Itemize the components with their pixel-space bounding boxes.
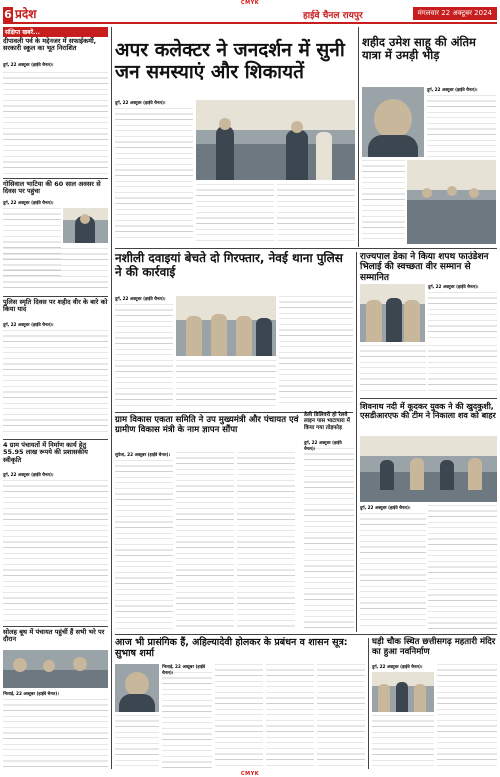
- panchayat-body-col-3: [237, 452, 295, 630]
- ahilya-kicker: भिलाई, 22 अक्टूबर (हाईवे चैनल)।: [162, 664, 206, 675]
- ahilya-body-col-3: [266, 664, 314, 769]
- brief-2-body-cont: [3, 248, 108, 293]
- brief-2-photo: [63, 208, 108, 243]
- deli-kicker: दुर्ग, 22 अक्टूबर (हाईवे चैनल)।: [304, 440, 342, 451]
- panchayat-headline: ग्राम विकास एकता समिति ने उप मुख्यमंत्री और पंचायत एवं ग्रामीण विकास मंत्री के नाम ज्ञापन सौंपा: [115, 415, 299, 435]
- date-line: मंगलवार 22 अक्टूबर 2024: [413, 7, 497, 20]
- foundation-body-col-1: [360, 345, 426, 395]
- lead-body-col-2: [196, 184, 274, 242]
- brief-1-kicker: दुर्ग, 22 अक्टूबर (हाईवे चैनल)।: [3, 62, 54, 67]
- deli-body: [304, 448, 354, 630]
- ahilya-body-col-1: [162, 672, 212, 769]
- brief-4-body: [3, 480, 108, 622]
- brief-1-headline: दीपावली पर्व के मद्देनजर में सफाईकर्मी, सरकारी स्कूल का भूत निराशित: [3, 37, 97, 53]
- brief-4-headline: 4 ग्राम पंचायतों में निर्माण कार्य हेतु 55.95 लाख रूपये की प्रशासकीय स्वीकृति: [3, 441, 88, 464]
- brief-4-kicker: दुर्ग, 22 अक्टूबर (हाईवे चैनल)।: [3, 472, 54, 477]
- foundation-headline: राज्यपाल डेका ने किया शपथ फाउंडेशन भिलाई की स्वच्छता वीर सम्मान से सम्मानित: [360, 252, 489, 283]
- panchayat-kicker: सुपेला, 22 अक्टूबर (हाईवे चैनल)।: [115, 452, 171, 457]
- ahilya-body-col-0: [115, 715, 159, 769]
- foundation-photo: [360, 284, 425, 342]
- brief-5-kicker: भिलाई, 22 अक्टूबर (हाईवे चैनल)।: [3, 691, 59, 696]
- brief-3-body: [3, 330, 108, 435]
- drugs-kicker: दुर्ग, 22 अक्टूबर (हाईवे चैनल)।: [115, 296, 166, 301]
- drugs-body-col-2: [176, 360, 276, 408]
- registration-mark-bottom: CMYK: [240, 771, 260, 777]
- section-title: प्रदेश: [15, 7, 37, 21]
- newspaper-brand: [303, 8, 363, 21]
- foundation-body-top: [428, 292, 497, 342]
- brief-3-headline: पुलिस स्मृति दिवस पर शहीद वीर के बारे को किया याद: [3, 298, 108, 314]
- temple-kicker: दुर्ग, 22 अक्टूबर (हाईवे चैनल)।: [372, 664, 423, 669]
- brief-5-body: [3, 699, 108, 767]
- right-body-top: [427, 95, 496, 157]
- right-photo-1: [362, 87, 424, 157]
- registration-mark-top: CMYK: [240, 0, 260, 6]
- foundation-kicker: दुर्ग, 22 अक्टूबर (हाईवे चैनल)।: [428, 284, 479, 289]
- shivnath-body-col-1: [360, 513, 426, 630]
- brand-name: हाईवे चैनल: [303, 11, 340, 21]
- lead-headline: अपर कलेक्टर ने जनदर्शन में सुनी जन समस्याएं और शिकायतें: [115, 39, 345, 83]
- right-photo-2: [407, 160, 496, 244]
- lead-body-col-3: [277, 184, 355, 242]
- shivnath-body-col-2: [428, 505, 497, 630]
- page-number: 6: [4, 8, 12, 21]
- briefs-label: संक्षिप्त खबरें...: [3, 27, 108, 37]
- shivnath-photo: [360, 436, 497, 502]
- shivnath-kicker: दुर्ग, 22 अक्टूबर (हाईवे चैनल)।: [360, 505, 411, 510]
- ahilya-body-col-4: [317, 664, 365, 769]
- right-body-col-1: [362, 160, 405, 244]
- right-headline: शहीद उमेश साहू की अंतिम यात्रा में उमड़ी भीड़: [362, 35, 476, 63]
- lead-body-col-1: [115, 108, 193, 242]
- deli-headline: डेली डिलिवरी हो रेलवे लाइन पास भाटापारा में किया गया तोड़फोड़: [304, 412, 350, 431]
- brief-3-kicker: दुर्ग, 22 अक्टूबर (हाईवे चैनल)।: [3, 322, 54, 327]
- brief-2-headline: गोसिवाल भाटिया की 60 साल अवसर से दिवस पर पहुंचा: [3, 180, 101, 196]
- brief-1-body: [3, 72, 108, 176]
- temple-body-col-2: [437, 664, 497, 769]
- panchayat-body-col-1: [115, 460, 173, 630]
- ahilya-body-col-2: [215, 664, 263, 769]
- drugs-photo: [176, 296, 276, 356]
- page-header: [3, 7, 497, 24]
- brief-2-kicker: दुर्ग, 22 अक्टूबर (हाईवे चैनल)।: [3, 200, 54, 205]
- panchayat-body-col-2: [176, 452, 234, 630]
- temple-body-col-1: [372, 715, 434, 769]
- shivnath-headline: शिवनाथ नदी में कूदकर युवक ने की खुदकुशी, एसडीआरएफ की टीम ने निकाला शव को बाहर: [360, 402, 496, 421]
- temple-headline: घड़ी चौक स्थित छत्तीसगढ़ महतारी मंदिर का हुआ नवनिर्माण: [372, 637, 496, 657]
- drugs-body-col-3: [279, 296, 353, 408]
- ahilya-photo: [115, 664, 159, 712]
- city-name: रायपुर: [342, 11, 363, 21]
- temple-photo: [372, 672, 434, 712]
- lead-kicker: दुर्ग, 22 अक्टूबर (हाईवे चैनल)।: [115, 100, 166, 105]
- brief-5-photo: [3, 650, 108, 688]
- lead-photo: [196, 100, 355, 180]
- brief-5-headline: सोलह बूथ में पंचायत पहुंचीं हैं सभी भरे पर दौरान: [3, 628, 105, 644]
- drugs-headline: नशीली दवाइयां बेचते दो गिरफ्तार, नेवई थाना पुलिस ने की कार्रवाई: [115, 251, 343, 279]
- drugs-body-col-1: [115, 304, 173, 408]
- ahilya-headline: आज भी प्रासंगिक हैं, अहिल्यादेवी होलकर के प्रबंधन व शासन सूत्र: सुभाष शर्मा: [115, 637, 348, 659]
- foundation-body-col-2: [428, 345, 497, 395]
- right-kicker: दुर्ग, 22 अक्टूबर (हाईवे चैनल)।: [427, 87, 478, 92]
